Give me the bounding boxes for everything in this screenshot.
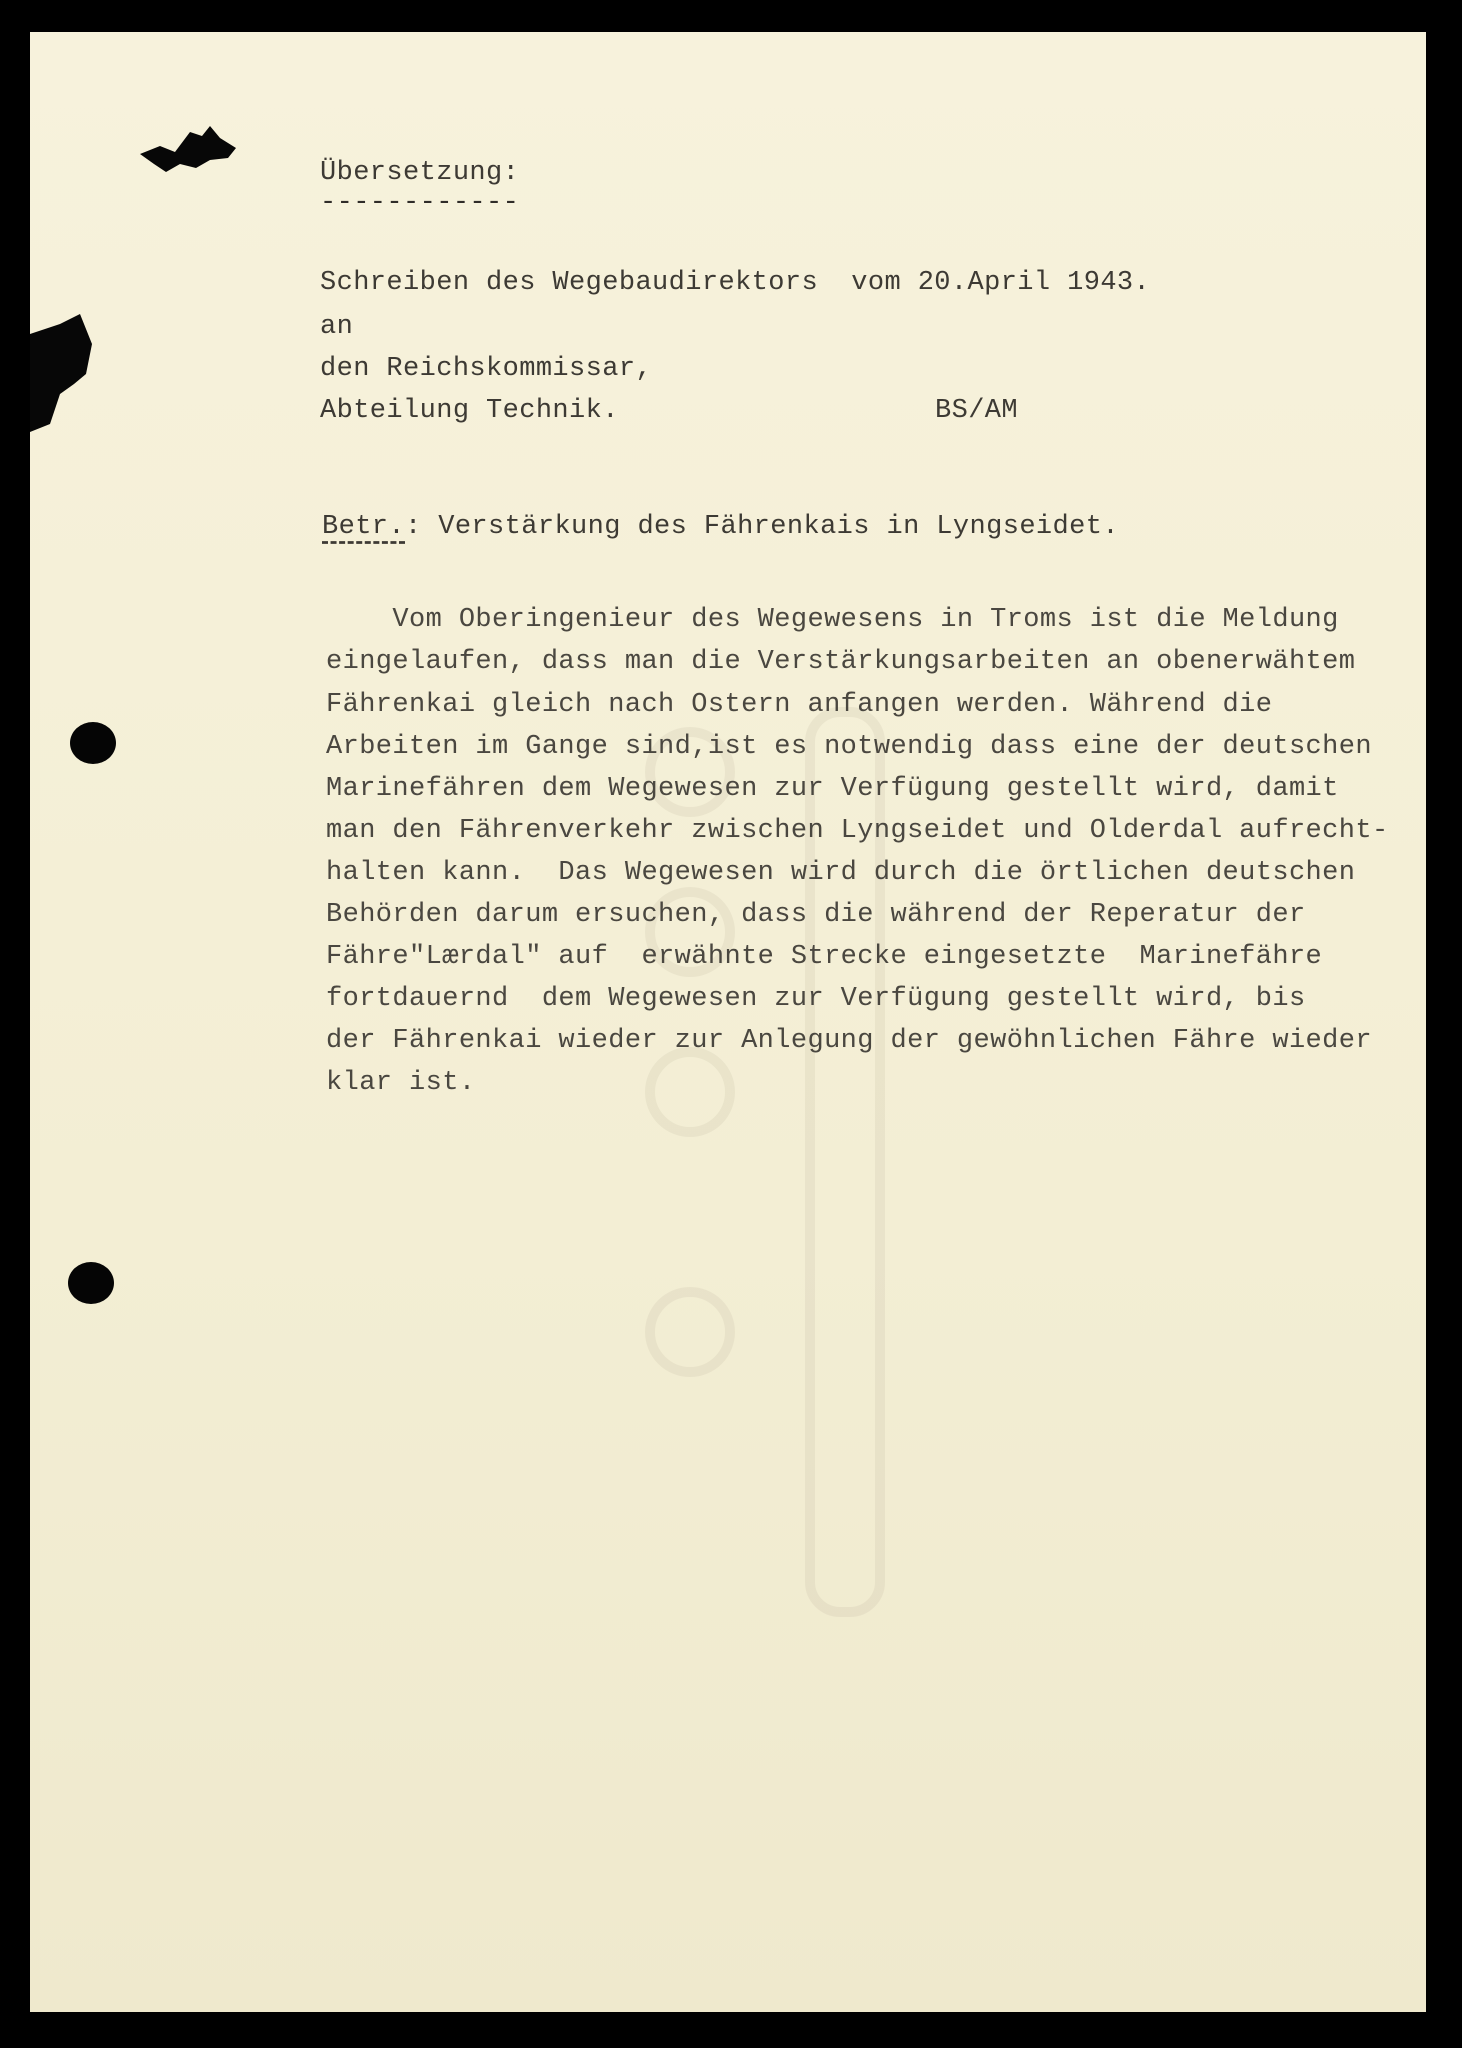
tear-mark-top: [140, 124, 240, 184]
body-line: klar ist.: [326, 1068, 476, 1098]
subject-text: : Verstärkung des Fährenkais in Lyngseidet.: [405, 512, 1119, 542]
recipient-line: den Reichskommissar,: [320, 354, 653, 384]
sender-line: Schreiben des Wegebaudirektors vom 20.April 1943.: [320, 268, 1151, 298]
subject-line: [322, 512, 1119, 542]
department-line: Abteilung Technik.: [320, 396, 619, 426]
body-line: Behörden darum ersuchen, dass die während der Reperatur der: [326, 900, 1306, 930]
punch-hole-lower: [68, 1262, 114, 1304]
reference-code: BS/AM: [935, 396, 1019, 426]
body-line: eingelaufen, dass man die Verstärkungsarbeiten an obenerwähtem: [326, 647, 1356, 677]
body-line: halten kann. Das Wegewesen wird durch die örtlichen deutschen: [326, 858, 1356, 888]
stamp-bleed-through: [630, 332, 950, 1932]
addressee-intro: an: [320, 312, 354, 342]
paper-sheet: [30, 32, 1426, 2012]
body-line: Fährenkai gleich nach Ostern anfangen werden. Während die: [326, 690, 1273, 720]
document-heading: Übersetzung:: [320, 158, 520, 188]
heading-underline: ------------: [320, 188, 520, 218]
body-line: der Fährenkai wieder zur Anlegung der gewöhnlichen Fähre wieder: [326, 1026, 1372, 1056]
body-line: man den Fährenverkehr zwischen Lyngseidet und Olderdal aufrecht-: [326, 816, 1389, 846]
body-line: Marinefähren dem Wegewesen zur Verfügung gestellt wird, damit: [326, 774, 1339, 804]
body-line: fortdauernd dem Wegewesen zur Verfügung gestellt wird, bis: [326, 984, 1306, 1014]
punch-hole-upper: [70, 722, 116, 764]
body-line: Arbeiten im Gange sind,ist es notwendig dass eine der deutschen: [326, 732, 1372, 762]
subject-label: Betr.: [322, 512, 406, 542]
body-line: Vom Oberingenieur des Wegewesens in Troms ist die Meldung: [326, 605, 1339, 635]
body-line: Fähre"Lærdal" auf erwähnte Strecke eingesetzte Marinefähre: [326, 942, 1323, 972]
tear-mark-left: [30, 314, 100, 434]
